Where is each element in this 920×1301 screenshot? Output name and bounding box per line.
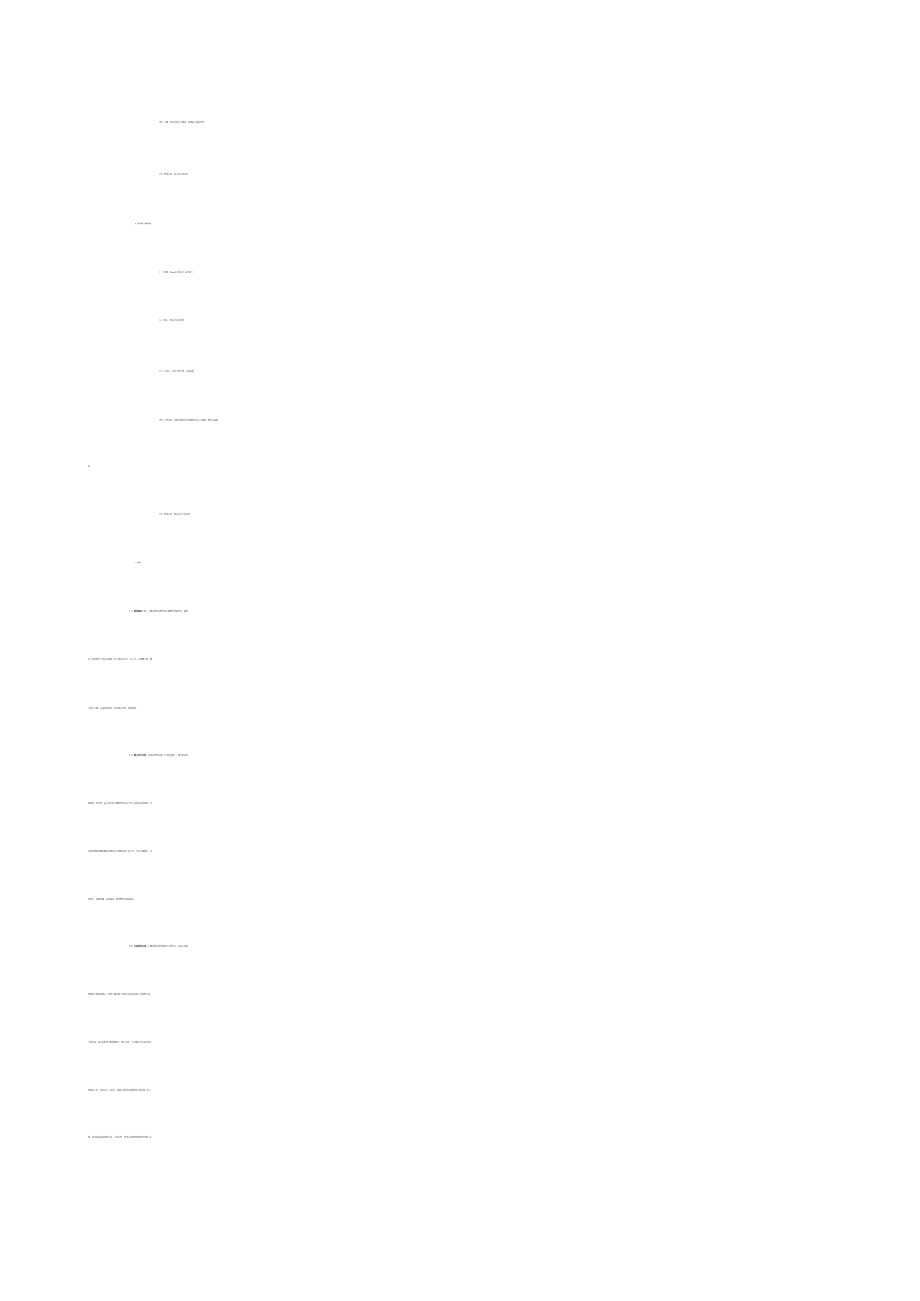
req3-line4: 课组织工作。各党总支（党委）、直属支部要认真研究制定讲党课工作方: [88, 1090, 152, 1092]
req2-text: 党课内容要在深入学习的基础上，突出政治性、: [148, 755, 191, 757]
req1-line1: [0, 597, 920, 627]
req2-line4: 容翔实、直面问题、认识深刻，富有教育和启迪意义。: [88, 899, 137, 901]
item-speaker: （三）主讲人：党员专家学者、先进典型: [158, 371, 195, 373]
req3-text: 专题党课以现场授课为主要形式，参加人员范: [148, 946, 189, 948]
req3-line3: 实事求是。X党委各部门要积极配合、精心安排，全力做好党委书记讲党: [88, 1042, 152, 1044]
item-theme: （四）主题：弘扬党的伟大精神，发挥战斗堡垒作用: [158, 122, 205, 124]
section-heading-4: 四、党员专家学者、先进典型讲党课: [135, 224, 151, 225]
item-content-line1: （四）主要内容：习近平新时代中国特色社会主义思想、榜样先进事: [158, 420, 219, 422]
item-audience-units: （五）听课人员：相关单位全体党员: [158, 514, 191, 516]
req1-text: 实际。专题党课要按照开展主题教育部署要求，紧密: [142, 611, 189, 613]
req3-lead: （三）认真组织安排。: [128, 946, 149, 948]
req3-line5: 案，讲党课的具体时间安排、主要内容、听课人员范围等情况要及时与X: [88, 1137, 152, 1139]
item-location: （二）地点：相关单位会议室: [158, 320, 185, 322]
req2-lead: （二）精心设计内容。: [128, 755, 149, 757]
req3-line1: [0, 932, 920, 962]
section-heading-5: 五、有关要求: [135, 563, 141, 564]
req1-lead: （一）紧密联系: [128, 611, 143, 613]
req2-line1: [0, 741, 920, 771]
req2-line3: 其讲好思想问题的解决过程和本人思想认识上的升华，力求主题突出、内: [88, 851, 153, 853]
item-time: （一）时间：20xx年X月X日—X月X日: [158, 272, 193, 274]
item-content-line2: 迹: [88, 466, 91, 468]
item-audience-branches: （五）听课人员：各支部全体党员: [158, 174, 189, 176]
req3-line2: 围根据实际情况确定，要把专题党课与组织生活会和其他工作统筹安排，: [88, 994, 153, 996]
req1-line2: 结合党员领导干部本人思想工作实际和本单位、本专业、本领域实际，精: [88, 659, 153, 661]
req1-line3: 心设计主题，注重讲课效果，切忌照本宣科、泛泛而谈。: [88, 708, 139, 710]
req2-line2: 思想性、针对性，重点讲开展主题教育以来在学习上的新体会新收获，尤: [88, 803, 153, 805]
